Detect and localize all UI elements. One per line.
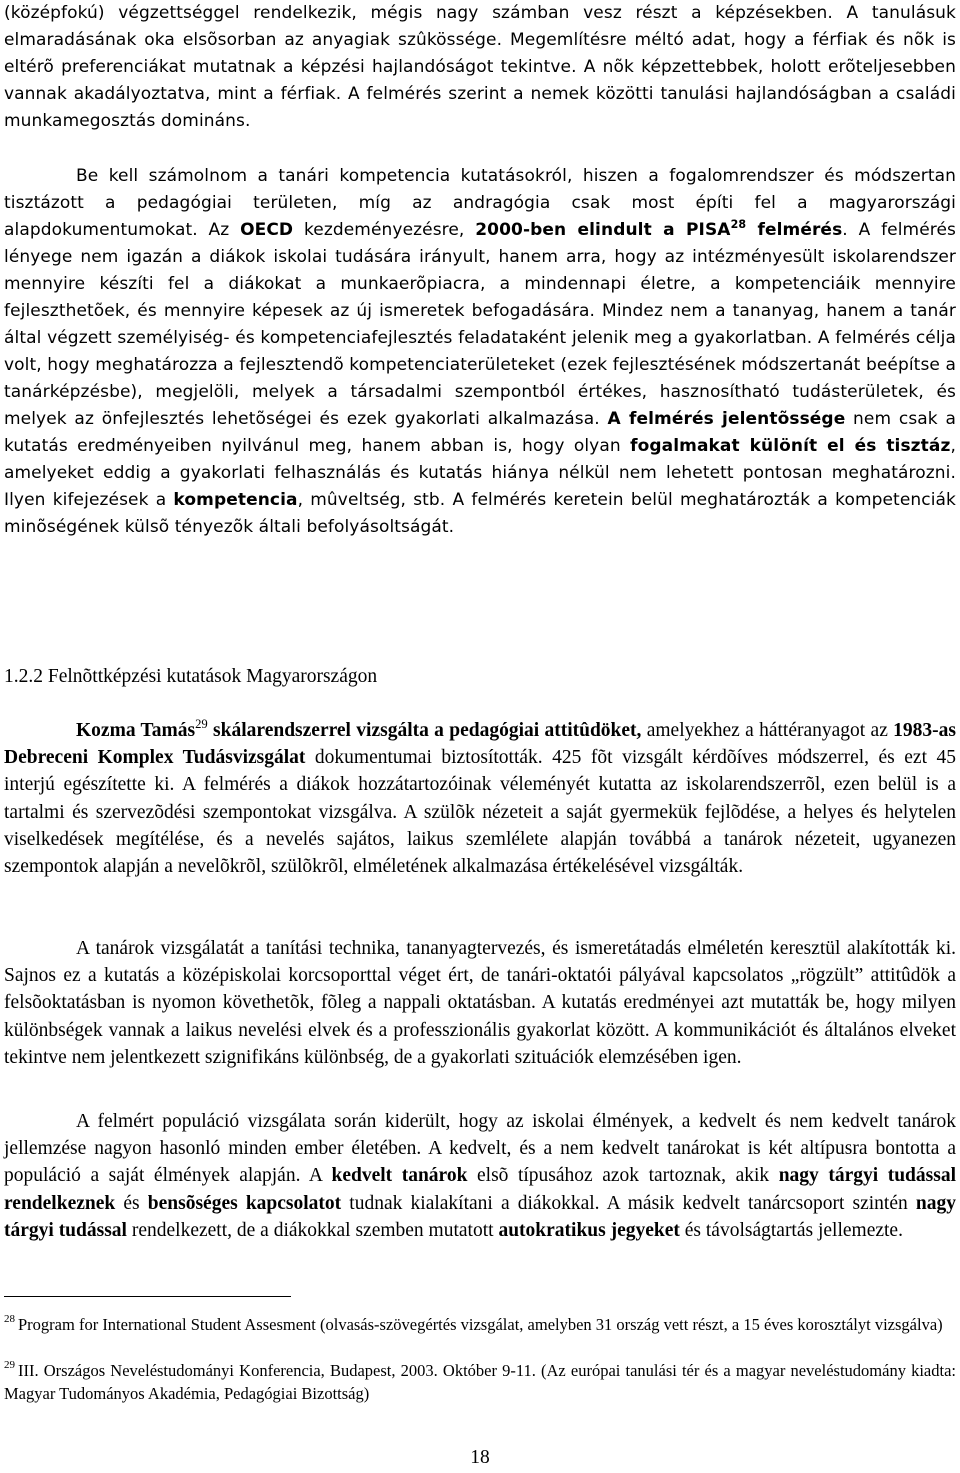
footnote-ref-28: 28 bbox=[730, 217, 747, 231]
paragraph-pisa bbox=[4, 163, 956, 541]
page-number: 18 bbox=[470, 1447, 490, 1468]
text-run: elsõ típusához azok tartoznak, akik bbox=[467, 1165, 779, 1187]
footnote-ref-29: 29 bbox=[195, 716, 208, 731]
footnote-divider bbox=[4, 1296, 291, 1297]
paragraph-kozma bbox=[4, 717, 956, 880]
text-run: nem csak a kutatás eredményeiben nyilvánul meg, hanem abban is, hogy olyan bbox=[4, 409, 956, 456]
text-run: A felmért populáció vizsgálata során kiderült, hogy az iskolai élmények, a kedvelt és nem kedvelt tanárok jellemzése nagyon hasonló minden ember életében. A kedvelt, és a nem kedvelt tanárokat is két altípusra bontotta a populáció a saját élmények alapján. A bbox=[4, 1111, 956, 1187]
text-run: . A felmérés lényege nem igazán a diákok iskolai tudására irányult, hanem arra, hogy az intézményesült iskolarendszer mennyire készíti fel a diákokat a munkaerõpiacra, a mindennapi életre, a kompetenciáik mennyire fejleszthetõek, és mennyire képesek az új ismeretek befogadására. Mindez nem a tananyag, hanem a tanár által végzett személyiség- és kompetenciafejlesztés feladataként jelenik meg a gyakorlatban. A felmérés célja volt, hogy meghatározza a fejlesztendõ kompetenciaterületeket (ezek fejlesztésének módszertanát beépítse a tanárképzésbe), megjelöli, melyek a társadalmi szempontból értékes, hasznosítható tudásterületek, és melyek az önfejlesztés lehetõségei és ezek gyakorlati alkalmazása. bbox=[4, 220, 957, 429]
text-run: és távolságtartás jellemezte. bbox=[679, 1219, 903, 1241]
footnote-text: III. Országos Neveléstudományi Konferencia, Budapest, 2003. Október 9-11. (Az európai tanulási tér és a magyar neveléstudomány kiadta: Magyar Tudományos Akadémia, Pedagógiai Bizottság) bbox=[4, 1361, 956, 1403]
footnote-number: 28 bbox=[4, 1313, 15, 1325]
bold-debreceni: 1983-as Debreceni Komplex Tudásvizsgálat bbox=[4, 720, 956, 769]
bold-fogalmak: fogalmakat különít el és tisztáz bbox=[630, 436, 951, 456]
bold-oecd: OECD bbox=[240, 220, 294, 240]
text-run: tudnak kialakítani a diákokkal. A másik kedvelt tanárcsoport szintén bbox=[341, 1192, 916, 1214]
text-run: dokumentumai biztosították. 425 fõt vizsgált kérdõíves módszerrel, és ezt 45 interjú egészítette ki. A felmérés a diákok hozzátartozóinak véleményét kutatta az iskolarendszerrõl, ezen belül is a tartalmi és szervezõdési szempontokat vizsgálva. A szülõk nézeteit a saját gyermekük fejlõdése, a helyes és helytelen viselkedések megítélése, és a nevelés sajátos, laikus szemlélete alapján továbbá a tanárok nézeteit, ugyanezen szempontok alapján a nevelõkrõl, szülõkrõl, elméletének alkalmazása értékelésével vizsgálták. bbox=[4, 747, 956, 878]
bold-kozma: Kozma Tamás bbox=[76, 720, 196, 741]
footnote-text: Program for International Student Assesment (olvasás-szövegértés vizsgálat, amelyben 31 ország vett részt, a 15 éves korosztályt vizsgálva) bbox=[18, 1315, 943, 1334]
bold-kedvelt-tanarok: kedvelt tanárok bbox=[331, 1165, 468, 1187]
paragraph-adult-learning: (középfokú) végzettséggel rendelkezik, mégis nagy számban vesz részt a képzésekben. A tanulásuk elmaradásának oka elsõsorban az anyagiak szûkössége. Megemlítésre méltó adat, hogy a férfiak és nõk is eltérõ preferenciákat mutatnak a képzési hajlandóságot tekintve. A nõk képzettebbek, holott erõteljesebben vannak akadályoztatva, mint a férfiak. A felmérés szerint a nemek közötti tanulási hajlandóságban a családi munkamegosztás domináns. bbox=[4, 3, 956, 131]
text-run: és bbox=[115, 1192, 148, 1214]
text-run: , amelyeket eddig a gyakorlati felhasználás és kutatás hiánya nélkül nem lehetett pontosan meghatározni. Ilyen kifejezések a bbox=[4, 436, 956, 510]
text-run: , mûveltség, stb. A felmérés keretein belül meghatározták a kompetenciák minõségének külsõ tényezõk általi befolyásoltságát. bbox=[4, 490, 956, 537]
text-run: amelyekhez a háttéranyagot az bbox=[641, 720, 894, 741]
bold-bensoseges: bensõséges kapcsolatot bbox=[147, 1192, 342, 1214]
bold-jelentoseg: A felmérés jelentõssége bbox=[607, 409, 846, 429]
bold-skala: skálarendszerrel vizsgálta a pedagógiai attitûdöket, bbox=[207, 720, 642, 741]
bold-nagy-targyi: nagy tárgyi tudással bbox=[4, 1192, 956, 1241]
footnote-28 bbox=[4, 1313, 956, 1336]
paragraph-tanarok: A tanárok vizsgálatát a tanítási technika, tananyagtervezés, és ismeretátadás elméletén keresztül alakították ki. Sajnos ez a kutatás a középiskolai korcsoporttal véget ért, de tanári-oktatói pályával kapcsolatos „rögzült” attitûdök a felsõoktatásban is nyomon követhetõk, fõleg a nappali oktatásban. A kutatás eredményei azt mutatták be, hogy milyen különbségek vannak a laikus nevelési elvek és a professzionális gyakorlat között. A kommunikációt és általános elveket tekintve nem jelentkezett szignifikáns különbség, de a gyakorlati szituációk elemzésében igen. bbox=[4, 938, 956, 1068]
bold-pisa: 2000-ben elindult a PISA bbox=[475, 220, 731, 240]
bold-nagy-targyi-tudas: nagy tárgyi tudással rendelkeznek bbox=[4, 1165, 956, 1214]
footnote-number: 29 bbox=[4, 1359, 15, 1371]
section-heading: 1.2.2 Felnõttképzési kutatások Magyarországon bbox=[4, 666, 378, 687]
bold-felmeres: felmérés bbox=[746, 220, 843, 240]
text-run: rendelkezett, de a diákokkal szemben mutatott bbox=[126, 1219, 499, 1241]
paragraph-populacio bbox=[4, 1108, 956, 1244]
footnote-29 bbox=[4, 1359, 956, 1405]
bold-kompetencia: kompetencia bbox=[173, 490, 298, 510]
text-run: kezdeményezésre, bbox=[293, 220, 476, 240]
text-run: Be kell számolnom a tanári kompetencia kutatásokról, hiszen a fogalomrendszer és módszertan tisztázott a pedagógiai területen, míg az andragógia csak most építi fel a magyarországi alapdokumentumokat. Az bbox=[4, 166, 956, 240]
bold-autokratikus: autokratikus jegyeket bbox=[498, 1219, 680, 1241]
